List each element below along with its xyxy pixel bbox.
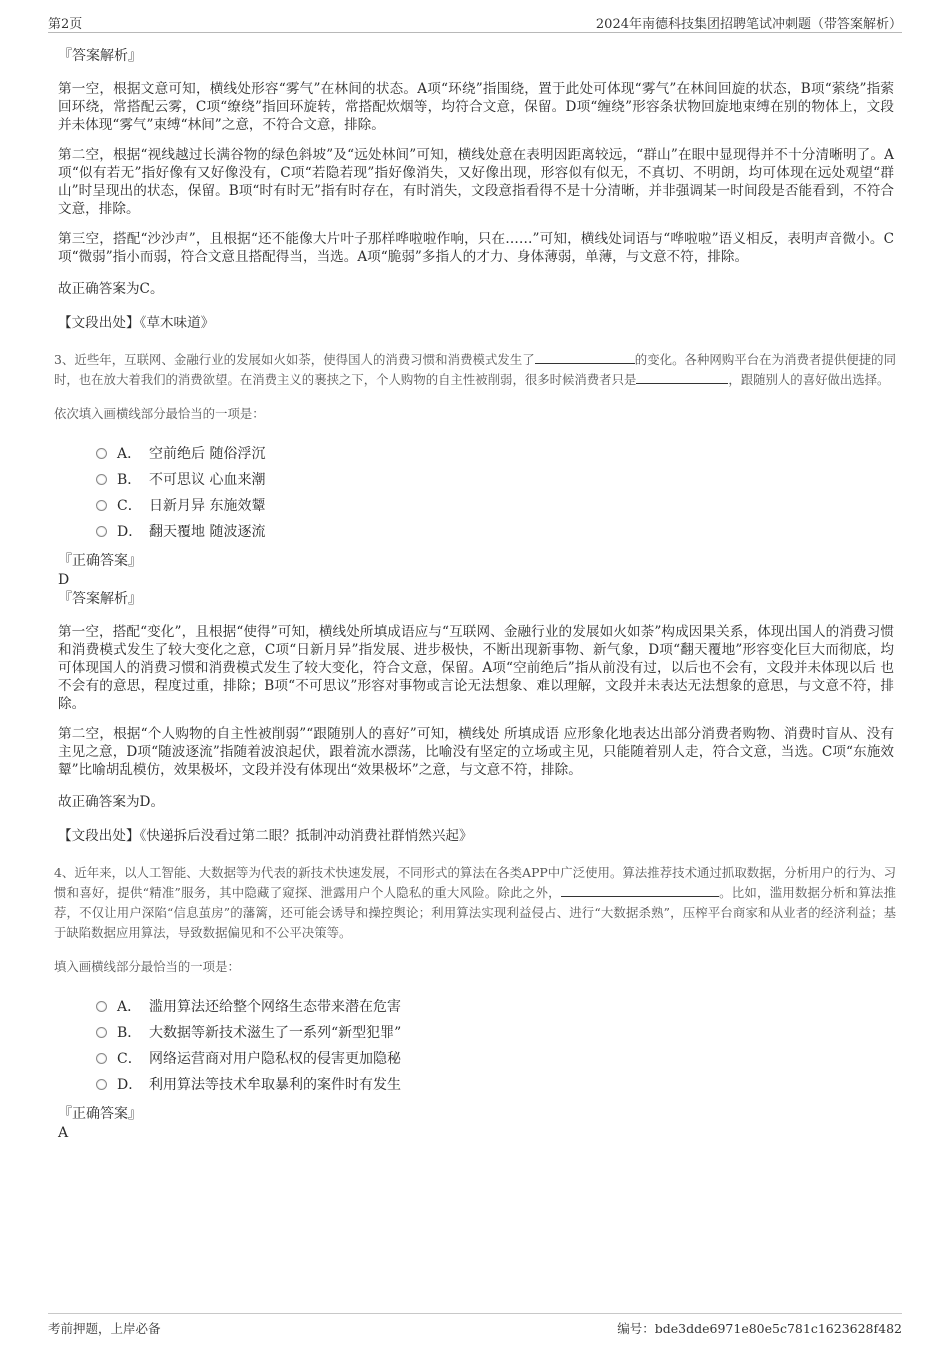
option-letter: A． <box>117 999 142 1015</box>
option-d[interactable] <box>96 518 894 544</box>
conclusion: 故正确答案为D。 <box>58 794 165 810</box>
option-b[interactable] <box>96 1019 894 1045</box>
radio-icon[interactable] <box>96 1079 107 1090</box>
option-list <box>96 440 894 544</box>
answer-tag: 『正确答案』 <box>58 1106 142 1122</box>
option-letter: A． <box>117 446 142 462</box>
option-letter: B． <box>117 1025 142 1041</box>
page-header <box>48 10 902 33</box>
question-text: 4、近年来，以人工智能、大数据等为代表的新技术快速发展，不同形式的算法在各类APP中广泛使用。算法推荐技术通过抓取数据，分析用户的行为、习惯和喜好，提供“精准”服务，其中隐藏了窥探、泄露用户个人隐私的重大风险。除此之外， <box>54 865 896 900</box>
option-list <box>96 993 894 1097</box>
analysis-tag: 『答案解析』 <box>58 591 142 607</box>
analysis-paragraph: 第一空，搭配“变化”，且根据“使得”可知，横线处所填成语应与“互联网、金融行业的发展如火如荼”构成因果关系，体现出国人的消费习惯和消费模式发生了较大变化之意，C项“日新月异”指发展、进步极快，不断出现新事物、新气象，D项“翻天覆地”形容变化巨大而彻底，均可体现国人的消费习惯和消费模式发生了较大变化，符合文意，保留。A项“空前绝后”指从前没有过，以后也不会有，文段并未体现以后 也 不会有的意思，程度过重，排除；B项“不可思议”形容对事物或言论无法想象、难以理解，文段并未表达无法想象的意思，与文意不符，排除。 <box>58 624 895 712</box>
analysis-paragraph: 第三空，搭配“沙沙声”，且根据“还不能像大片叶子那样哗啦啦作响，只在……”可知，横线处词语与“哗啦啦”语义相反，表明声音微小。C项“微弱”指小而弱，符合文意且搭配得当，当选。A项“脆弱”多指人的才力、身体薄弱，单薄，与文意不符，排除。 <box>58 231 894 265</box>
source-citation: 【文段出处】《快递拆后没看过第二眼？抵制冲动消费社群悄然兴起》 <box>58 828 473 844</box>
source-citation: 【文段出处】《草木味道》 <box>58 315 215 331</box>
fill-blank <box>561 884 719 897</box>
option-text: 空前绝后 随俗浮沉 <box>149 446 266 462</box>
question-prompt: 依次填入画横线部分最恰当的一项是： <box>54 406 265 421</box>
option-text: 滥用算法还给整个网络生态带来潜在危害 <box>149 999 401 1015</box>
correct-answer: A <box>58 1125 69 1141</box>
option-text: 利用算法等技术牟取暴利的案件时有发生 <box>149 1077 401 1093</box>
answer-tag: 『正确答案』 <box>58 553 142 569</box>
page-footer <box>48 1313 902 1338</box>
footer-slogan: 考前押题，上岸必备 <box>48 1321 161 1336</box>
option-text: 日新月异 东施效颦 <box>149 498 266 514</box>
question-prompt: 填入画横线部分最恰当的一项是： <box>54 959 240 974</box>
option-a[interactable] <box>96 440 894 466</box>
analysis-paragraph: 第二空，根据“个人购物的自主性被削弱”“跟随别人的喜好”可知，横线处 所填成语 应形象化地表达出部分消费者购物、消费时盲从、没有主见之意，D项“随波逐流”指随着波浪起伏，跟着流水漂荡，比喻没有坚定的立场或主见，只能随着别人走，符合文意，当选。C项“东施效颦”比喻胡乱模仿，效果极坏，文段并没有体现出“效果极坏”之意，与文意不符，排除。 <box>58 726 894 778</box>
question-text: 3、近些年，互联网、金融行业的发展如火如荼，使得国人的消费习惯和消费模式发生了 <box>54 352 535 367</box>
option-a[interactable] <box>96 993 894 1019</box>
option-letter: C． <box>117 498 142 514</box>
option-text: 大数据等新技术滋生了一系列“新型犯罪” <box>149 1025 402 1041</box>
page-number: 第2页 <box>48 17 83 32</box>
radio-icon[interactable] <box>96 500 107 511</box>
radio-icon[interactable] <box>96 1001 107 1012</box>
option-letter: C． <box>117 1051 142 1067</box>
option-text: 网络运营商对用户隐私权的侵害更加隐秘 <box>149 1051 401 1067</box>
option-text: 翻天覆地 随波逐流 <box>149 524 266 540</box>
answer-block <box>58 552 894 609</box>
analysis-paragraph: 第二空，根据“视线越过长满谷物的绿色斜坡”及“远处林间”可知，横线处意在表明因距离较远，“群山”在眼中显现得并不十分清晰明了。A项“似有若无”指好像有又好像没有，C项“若隐若现”指好像消失，又好像出现，形容似有似无，不真切、不明朗，均可体现在远处观望“群山”时呈现出的状态，保留。B项“时有时无”指有时存在，有时消失，文段意指看得不是十分清晰，并非强调某一时间段是否能看到，不符合文意，排除。 <box>58 147 894 217</box>
radio-icon[interactable] <box>96 474 107 485</box>
radio-icon[interactable] <box>96 1053 107 1064</box>
question-text: 。比如，滥用数据分析和算法推荐，不仅让用户深陷“信息茧房”的藩篱，还可能会诱导和操控舆论；利用算法实现利益侵占、进行“大数据杀熟”，压榨平台商家和从业者的经济利益；基于缺陷数据应用算法，导致数据偏见和不公平决策等。 <box>54 885 897 940</box>
answer-block <box>58 1105 894 1143</box>
option-c[interactable] <box>96 1045 894 1071</box>
option-letter: D． <box>117 524 143 540</box>
analysis-paragraph: 第一空，根据文意可知，横线处形容“雾气”在林间的状态。A项“环绕”指围绕，置于此处可体现“雾气”在林间回旋的状态，B项“萦绕”指萦回环绕，常搭配云雾，C项“缭绕”指回环旋转，常搭配炊烟等，均符合文意，保留。D项“缠绕”形容条状物回旋地束缚在别的物体上，文段并未体现“雾气”束缚“林间”之意，不符合文意，排除。 <box>58 81 894 133</box>
option-letter: D． <box>117 1077 143 1093</box>
fill-blank <box>535 351 635 364</box>
option-b[interactable] <box>96 466 894 492</box>
option-letter: B． <box>117 472 142 488</box>
question-text: ，跟随别人的喜好做出选择。 <box>728 372 890 387</box>
option-c[interactable] <box>96 492 894 518</box>
question-text: 的变化。各种网购平台在为消费者提供便捷的同时，也在放大着我们的消费欲望。在消费主义的裹挟之下，个人购物的自主性被削弱，很多时候消费者只是 <box>54 352 896 387</box>
option-text: 不可思议 心血来潮 <box>149 472 266 488</box>
option-d[interactable] <box>96 1071 894 1097</box>
conclusion: 故正确答案为C。 <box>58 281 164 297</box>
radio-icon[interactable] <box>96 526 107 537</box>
document-id: 编号：bde3dde6971e80e5c781c1623628f482 <box>617 1321 902 1336</box>
fill-blank <box>636 371 728 384</box>
document-body <box>54 40 897 1143</box>
correct-answer: D <box>58 572 70 588</box>
radio-icon[interactable] <box>96 448 107 459</box>
document-title: 2024年南德科技集团招聘笔试冲刺题（带答案解析） <box>595 17 902 32</box>
question-3 <box>54 350 896 390</box>
analysis-tag: 『答案解析』 <box>58 48 142 64</box>
radio-icon[interactable] <box>96 1027 107 1038</box>
question-4 <box>54 863 896 943</box>
